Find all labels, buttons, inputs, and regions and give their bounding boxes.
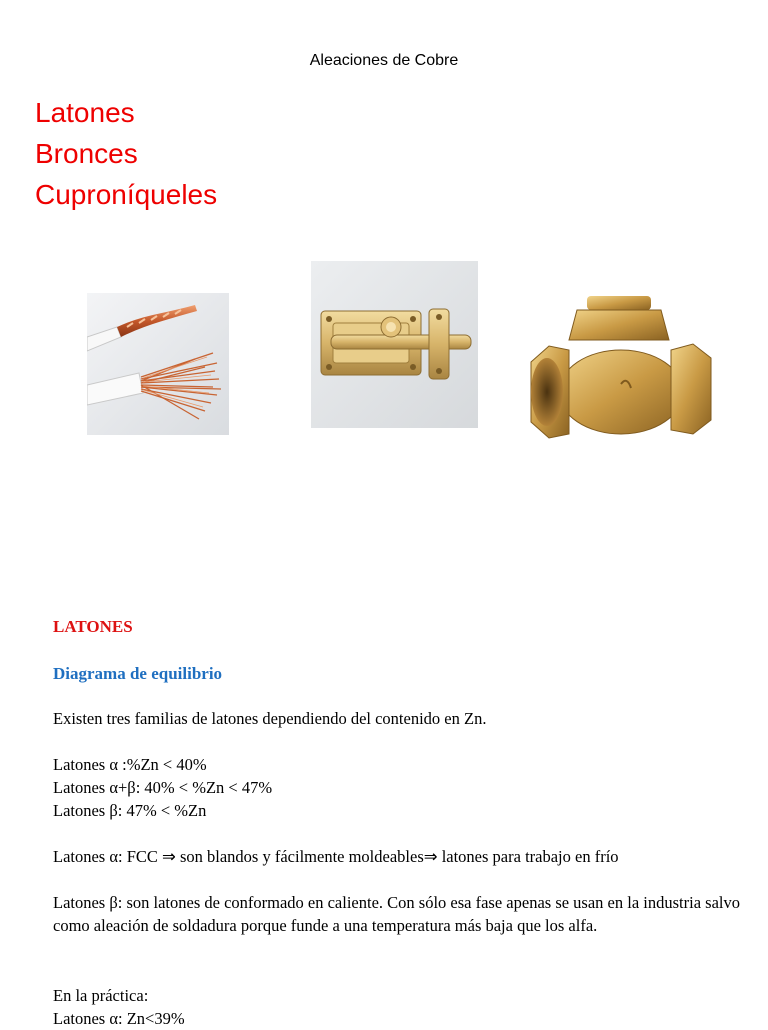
alloy-item-bronces: Bronces — [35, 138, 138, 169]
family-alpha-beta: Latones α+β: 40% < %Zn < 47% — [53, 778, 273, 797]
brass-check-valve-photo — [525, 292, 715, 442]
practice-alpha: Latones α: Zn<39% — [53, 1009, 185, 1028]
beta-note: Latones β: son latones de conformado en caliente. Con sólo esa fase apenas se usan en la industria salvo como aleación de soldadura porque funde a una temperatura más baja que los alfa. — [53, 893, 740, 935]
section-subheading: Diagrama de equilibrio — [53, 664, 223, 683]
copper-wires-photo — [87, 293, 229, 435]
alloy-list — [35, 92, 217, 215]
alpha-note: Latones α: FCC ⇒ son blandos y fácilmente moldeables⇒ latones para trabajo en frío — [53, 847, 619, 866]
alloy-item-latones: Latones — [35, 97, 135, 128]
intro-paragraph: Existen tres familias de latones dependiendo del contenido en Zn. — [53, 709, 487, 728]
alloy-item-cuproniqueles: Cuproníqueles — [35, 179, 218, 210]
practice-label: En la práctica: — [53, 986, 149, 1005]
brass-bolt-latch-photo — [311, 261, 478, 428]
section-heading: LATONES — [53, 617, 133, 636]
family-beta: Latones β: 47% < %Zn — [53, 801, 207, 820]
family-alpha: Latones α :%Zn < 40% — [53, 755, 207, 774]
page-title: Aleaciones de Cobre — [309, 52, 459, 69]
